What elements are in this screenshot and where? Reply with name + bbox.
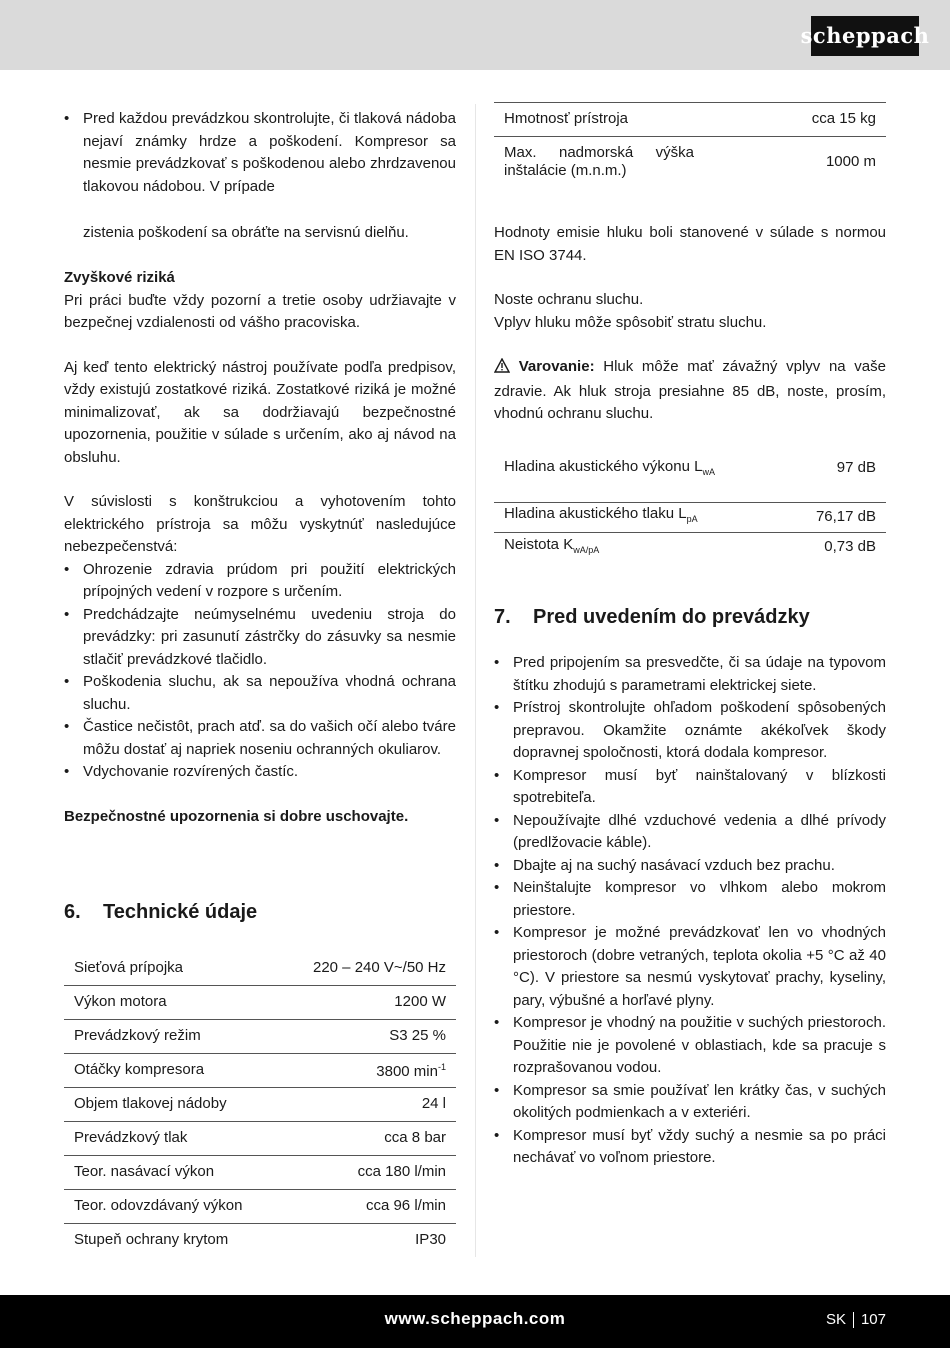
page-number-value: 107 — [860, 1311, 886, 1328]
spec-value: 1200 W — [280, 985, 456, 1019]
list-item: • Dbajte aj na suchý nasávací vzduch bez prachu. — [494, 855, 886, 878]
table-row — [64, 1223, 456, 1257]
section-subheading: Zvyškové riziká — [64, 269, 175, 286]
paragraph: Hodnoty emisie hluku boli stanovené v súlade s normou EN ISO 3744. — [494, 224, 886, 264]
website-link[interactable]: www.scheppach.com — [384, 1309, 566, 1328]
list-item: • Kompresor je možné prevádzkovať len vo vhodných priestoroch (dobre vetraných, teplota okolia +5 °C až 40 °C). V priestore sa nesmú vyskytovať prachy, kyseliny, pary, výbušné a horľavé plyny. — [494, 922, 886, 1012]
spec-value: cca 180 l/min — [280, 1155, 456, 1189]
table-row — [64, 985, 456, 1019]
table-row — [64, 1189, 456, 1223]
spec-value: 24 l — [280, 1087, 456, 1121]
warning-label: Varovanie: — [518, 358, 595, 375]
table-row — [64, 1121, 456, 1155]
warning-paragraph — [494, 356, 886, 426]
spec-label: Objem tlakovej nádoby — [64, 1087, 280, 1121]
spec-value: 0,73 dB — [824, 538, 876, 555]
paragraph: Aj keď tento elektrický nástroj používate podľa predpisov, vždy existujú zostatkové riziká. Zostatkové riziká je možné minimalizovať, ak sa dodržiavajú bezpečnostné upozornenia, použitie v súlade s určením, ako aj návod na obsluhu. — [64, 358, 456, 466]
keep-safety-note: Bezpečnostné upozornenia si dobre uschovajte. — [64, 807, 409, 825]
startup-section — [494, 652, 886, 1170]
warning-text: Hluk môže mať závažný vplyv na vaše zdravie. Ak hluk stroja presiahne 85 dB, noste, prosím, vhodnú ochranu sluchu. — [494, 358, 886, 422]
noise-values-table — [494, 454, 886, 562]
spec-value: 1000 m — [825, 152, 876, 170]
header-bar — [0, 0, 950, 70]
paragraph: Noste ochranu sluchu. — [494, 291, 644, 308]
paragraph: Pri práci buďte vždy pozorní a tretie osoby udržiavajte v bezpečnej vzdialenosti od vášho pracoviska. — [64, 291, 456, 331]
spec-label: Neistota $K_{wA/pA}$ — [504, 535, 600, 555]
spec-label: Sieťová prípojka — [64, 951, 280, 985]
bullet-continuation — [64, 222, 456, 245]
spec-label: Prevádzkový režim — [64, 1019, 280, 1053]
column-divider — [475, 104, 476, 1257]
spec-value: S3 25 % — [280, 1019, 456, 1053]
list-item: • Vdychovanie rozvírených častíc. — [64, 761, 456, 784]
warning-icon — [494, 358, 510, 381]
residual-risks-section — [64, 267, 456, 828]
spec-label: Teor. nasávací výkon — [64, 1155, 280, 1189]
spec-value: IP30 — [415, 1231, 446, 1248]
list-item: • Častice nečistôt, prach atď. sa do vašich očí alebo tváre môžu dostať aj napriek noseniu ochranných okuliarov. — [64, 716, 456, 761]
scheppach-logo: scheppach — [811, 16, 919, 56]
list-item: • Ohrozenie zdravia prúdom pri použití elektrických prípojných vedení v rozpore s určením. — [64, 559, 456, 604]
table-row — [494, 502, 886, 532]
section-7-heading — [494, 604, 886, 630]
language-code: SK — [825, 1311, 846, 1328]
spec-value: 97 dB — [734, 454, 886, 502]
spec-label: Prevádzkový tlak — [64, 1121, 280, 1155]
table-row — [494, 137, 886, 187]
table-row — [64, 1155, 456, 1189]
spec-value: 3800 $\min^{-1}$ — [280, 1053, 456, 1087]
hazards-list — [64, 559, 456, 784]
list-item: • Kompresor musí byť vždy suchý a nesmie sa po práci nechávať vo voľnom priestore. — [494, 1125, 886, 1170]
list-item: • Kompresor sa smie používať len krátky čas, v suchých okolitých podmienkach a v exteriéri. — [494, 1080, 886, 1125]
spec-value: 76,17 dB — [734, 502, 886, 532]
list-item: • Pred pripojením sa presvedčte, či sa údaje na typovom štítku zhodujú s parametrami elektrickej siete. — [494, 652, 886, 697]
list-item: • Kompresor musí byť nainštalovaný v blízkosti spotrebiteľa. — [494, 765, 886, 810]
paragraph: V súvislosti s konštrukciou a vyhotovením tohto elektrického prístroja sa môžu vyskytnúť nasledujúce nebezpečenstvá: — [64, 493, 456, 555]
list-item: • Pred každou prevádzkou skontrolujte, či tlaková nádoba nejaví známky hrdze a poškodení. Kompresor sa nesmie prevádzkovať s poškodenou alebo zhrdzavenou tlakovou nádobou. V prípade — [64, 108, 456, 198]
left-column — [64, 108, 456, 198]
section-title — [64, 899, 456, 925]
spec-label: Hladina akustického výkonu $L_{wA}$ — [494, 454, 734, 502]
technical-data-table — [64, 951, 456, 1257]
technical-data-continued — [494, 102, 886, 187]
noise-section — [494, 222, 886, 426]
paragraph: Vplyv hluku môže spôsobiť stratu sluchu. — [494, 313, 767, 331]
list-item: • Predchádzajte neúmyselnému uvedeniu stroja do prevádzky: pri zasunutí zástrčky do zásuvky sa nesmie stlačiť prevádzkové tlačidlo. — [64, 604, 456, 672]
section-number: 7. — [494, 606, 511, 628]
footer-bar — [0, 1295, 950, 1348]
section-title-text: Pred uvedením do prevádzky — [533, 606, 810, 628]
spec-value: cca 96 l/min — [280, 1189, 456, 1223]
startup-list — [494, 652, 886, 1170]
table-row — [494, 103, 886, 137]
spec-label: Stupeň ochrany krytom — [74, 1231, 229, 1248]
separator — [853, 1312, 854, 1328]
spec-label: Otáčky kompresora — [64, 1053, 280, 1087]
list-item: • Kompresor je vhodný na použitie v suchých priestoroch. Použitie nie je povolené v oblastiach, kde sa pracuje s rozprašovanou vodou. — [494, 1012, 886, 1080]
safety-bullet-list — [64, 108, 456, 198]
spec-value: 220 – 240 V~/50 Hz — [280, 951, 456, 985]
section-number: 6. — [64, 901, 81, 923]
section-title — [494, 604, 886, 630]
spec-label: Max. nadmorská výška inštalácie (m.n.m.) — [504, 143, 694, 179]
spec-label: Teor. odovzdávaný výkon — [64, 1189, 280, 1223]
table-row — [64, 1019, 456, 1053]
spec-label: Hladina akustického tlaku $L_{pA}$ — [494, 502, 734, 532]
spec-value: cca 15 kg — [704, 103, 886, 137]
list-item: • Neinštalujte kompresor vo vlhkom alebo mokrom priestore. — [494, 877, 886, 922]
table-row — [494, 532, 886, 562]
spec-label: Hmotnosť prístroja — [494, 103, 704, 137]
list-item: • Prístroj skontrolujte ohľadom poškodení spôsobených prepravou. Okamžite oznámte akékoľvek škody dopravnej spoločnosti, ktorá dodala kompresor. — [494, 697, 886, 765]
section-title-text: Technické údaje — [103, 901, 258, 923]
table-row — [64, 1053, 456, 1087]
table-row — [64, 951, 456, 985]
table-row — [494, 454, 886, 502]
spec-label: Výkon motora — [64, 985, 280, 1019]
list-item: • Poškodenia sluchu, ak sa nepoužíva vhodná ochrana sluchu. — [64, 671, 456, 716]
section-6-heading — [64, 899, 456, 925]
page-number — [826, 1309, 886, 1332]
list-item: • Nepoužívajte dlhé vzduchové vedenia a dlhé prívody (predlžovacie káble). — [494, 810, 886, 855]
spec-value: cca 8 bar — [280, 1121, 456, 1155]
table-row — [64, 1087, 456, 1121]
paragraph: zistenia poškodení sa obráťte na servisnú dielňu. — [83, 224, 409, 241]
